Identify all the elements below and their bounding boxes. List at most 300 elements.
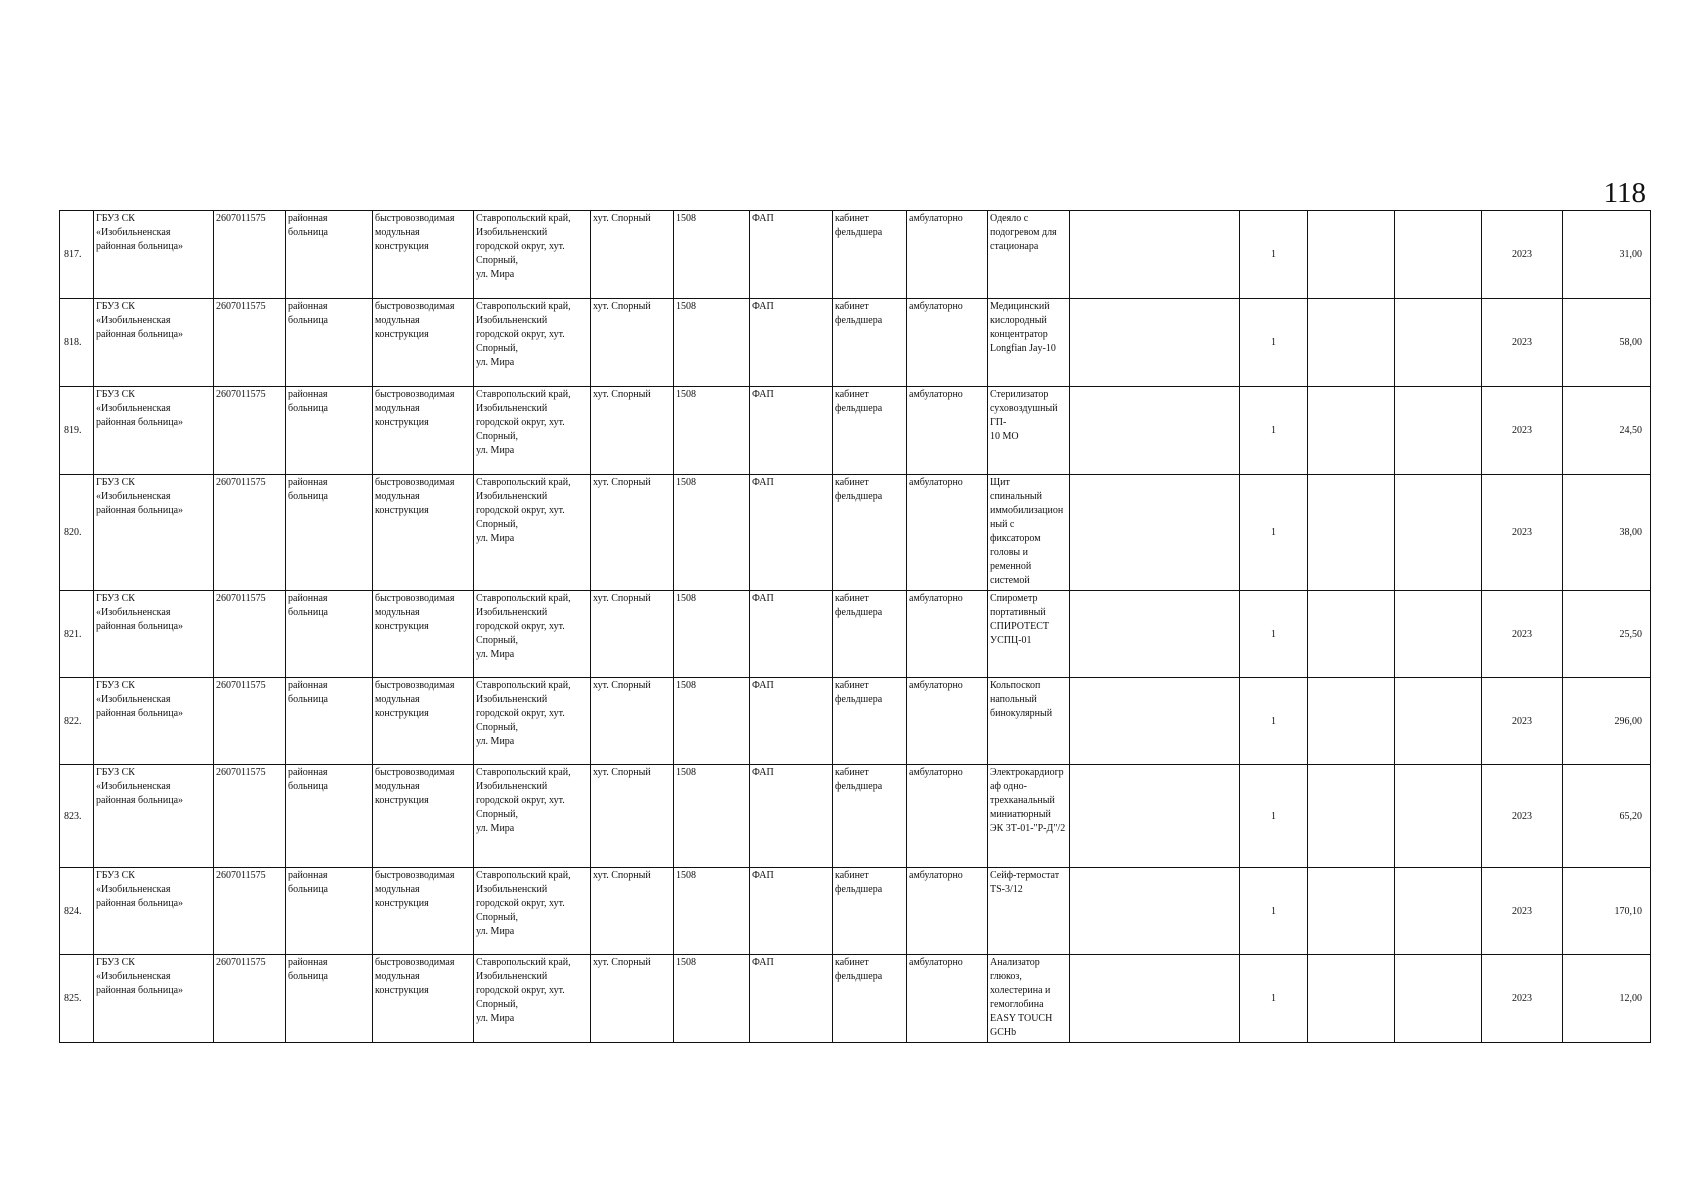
empty-cell [1395, 387, 1482, 475]
address-cell-line: ул. Мира [476, 269, 515, 280]
room-cell-line: кабинет [835, 213, 869, 224]
facility-type-cell: ФАП [750, 678, 833, 765]
organization-cell-line: «Изобильненская [96, 884, 171, 895]
organization-cell [94, 678, 214, 765]
amount-cell: 170,10 [1563, 868, 1651, 955]
table-row [60, 475, 1651, 591]
inn-cell: 2607011575 [214, 591, 286, 678]
care-form-cell: амбулаторно [907, 475, 988, 591]
equipment-name-cell-line: стационара [990, 241, 1039, 252]
equipment-name-cell-line: Одеяло с [990, 213, 1029, 224]
organization-cell-line: ГБУЗ СК [96, 767, 135, 778]
year-cell: 2023 [1482, 387, 1563, 475]
room-cell-line: кабинет [835, 870, 869, 881]
address-cell-line: Спорный, [476, 722, 518, 733]
organization-cell-line: районная больница» [96, 985, 184, 996]
equipment-name-cell-line: глюкоз, [990, 971, 1022, 982]
construction-cell-line: модульная [375, 227, 420, 238]
facility-type-cell: ФАП [750, 387, 833, 475]
address-cell-line: городской округ, хут. [476, 985, 565, 996]
organization-cell-line: ГБУЗ СК [96, 301, 135, 312]
address-cell-line: Изобильненский [476, 607, 548, 618]
empty-cell [1308, 765, 1395, 868]
population-cell: 1508 [674, 475, 750, 591]
address-cell [474, 591, 591, 678]
organization-cell-line: «Изобильненская [96, 403, 171, 414]
room-cell-line: кабинет [835, 593, 869, 604]
inn-cell: 2607011575 [214, 868, 286, 955]
facility-type-cell: ФАП [750, 475, 833, 591]
care-form-cell: амбулаторно [907, 591, 988, 678]
room-cell-line: фельдшера [835, 884, 883, 895]
address-cell-line: Изобильненский [476, 491, 548, 502]
address-cell-line: Изобильненский [476, 971, 548, 982]
address-cell [474, 211, 591, 299]
equipment-name-cell-line: кислородный [990, 315, 1047, 326]
amount-cell: 25,50 [1563, 591, 1651, 678]
empty-cell [1395, 591, 1482, 678]
organization-cell-line: «Изобильненская [96, 491, 171, 502]
room-cell-line: фельдшера [835, 694, 883, 705]
room-cell-line: фельдшера [835, 781, 883, 792]
organization-cell [94, 868, 214, 955]
quantity-cell: 1 [1240, 211, 1308, 299]
empty-cell [1070, 299, 1240, 387]
organization-cell-line: «Изобильненская [96, 607, 171, 618]
population-cell: 1508 [674, 678, 750, 765]
address-cell-line: городской округ, хут. [476, 417, 565, 428]
inn-cell: 2607011575 [214, 678, 286, 765]
empty-cell [1395, 475, 1482, 591]
construction-cell-line: быстровозводимая [375, 593, 455, 604]
institution-type-cell: районная больница [286, 591, 373, 678]
organization-cell-line: районная больница» [96, 795, 184, 806]
amount-cell: 38,00 [1563, 475, 1651, 591]
amount-cell: 58,00 [1563, 299, 1651, 387]
year-cell: 2023 [1482, 955, 1563, 1043]
equipment-name-cell [988, 211, 1070, 299]
settlement-cell: хут. Спорный [591, 475, 674, 591]
room-cell-line: фельдшера [835, 971, 883, 982]
construction-cell-line: быстровозводимая [375, 957, 455, 968]
address-cell-line: городской округ, хут. [476, 795, 565, 806]
address-cell-line: Спорный, [476, 635, 518, 646]
facility-type-cell: ФАП [750, 868, 833, 955]
address-cell-line: Спорный, [476, 343, 518, 354]
construction-cell-line: быстровозводимая [375, 477, 455, 488]
room-cell [833, 868, 907, 955]
table-body [60, 211, 1651, 1043]
address-cell-line: ул. Мира [476, 649, 515, 660]
year-cell: 2023 [1482, 475, 1563, 591]
facility-type-cell: ФАП [750, 955, 833, 1043]
equipment-name-cell [988, 765, 1070, 868]
settlement-cell: хут. Спорный [591, 678, 674, 765]
empty-cell [1395, 678, 1482, 765]
institution-type-cell: районная больница [286, 765, 373, 868]
address-cell [474, 765, 591, 868]
organization-cell-line: районная больница» [96, 241, 184, 252]
empty-cell [1308, 868, 1395, 955]
equipment-name-cell-line: подогревом для [990, 227, 1057, 238]
population-cell: 1508 [674, 955, 750, 1043]
care-form-cell: амбулаторно [907, 955, 988, 1043]
facility-type-cell: ФАП [750, 591, 833, 678]
organization-cell [94, 387, 214, 475]
table-row [60, 387, 1651, 475]
construction-cell-line: конструкция [375, 241, 429, 252]
equipment-registry-table [59, 210, 1651, 1043]
care-form-cell: амбулаторно [907, 211, 988, 299]
settlement-cell: хут. Спорный [591, 591, 674, 678]
settlement-cell: хут. Спорный [591, 765, 674, 868]
address-cell-line: Ставропольский край, [476, 389, 571, 400]
equipment-name-cell-line: Медицинский [990, 301, 1050, 312]
population-cell: 1508 [674, 591, 750, 678]
page-number: 118 [1603, 177, 1646, 209]
equipment-name-cell-line: ременной [990, 561, 1032, 572]
institution-type-cell: районная больница [286, 868, 373, 955]
empty-cell [1308, 211, 1395, 299]
quantity-cell: 1 [1240, 591, 1308, 678]
construction-cell [373, 475, 474, 591]
room-cell-line: фельдшера [835, 491, 883, 502]
construction-cell-line: быстровозводимая [375, 767, 455, 778]
address-cell-line: ул. Мира [476, 533, 515, 544]
organization-cell-line: ГБУЗ СК [96, 870, 135, 881]
address-cell-line: городской округ, хут. [476, 898, 565, 909]
settlement-cell: хут. Спорный [591, 868, 674, 955]
address-cell-line: городской округ, хут. [476, 241, 565, 252]
row-number-cell: 817. [60, 211, 94, 299]
equipment-name-cell-line: СПИРОТЕСТ [990, 621, 1050, 632]
address-cell-line: ул. Мира [476, 1013, 515, 1024]
organization-cell-line: ГБУЗ СК [96, 213, 135, 224]
amount-cell: 65,20 [1563, 765, 1651, 868]
organization-cell-line: районная больница» [96, 417, 184, 428]
inn-cell: 2607011575 [214, 475, 286, 591]
equipment-name-cell-line: GCHb [990, 1027, 1017, 1038]
inn-cell: 2607011575 [214, 955, 286, 1043]
settlement-cell: хут. Спорный [591, 955, 674, 1043]
empty-cell [1070, 678, 1240, 765]
address-cell-line: Изобильненский [476, 403, 548, 414]
organization-cell-line: районная больница» [96, 329, 184, 340]
quantity-cell: 1 [1240, 387, 1308, 475]
construction-cell-line: конструкция [375, 329, 429, 340]
address-cell [474, 299, 591, 387]
equipment-name-cell-line: трехканальный [990, 795, 1055, 806]
organization-cell [94, 955, 214, 1043]
equipment-name-cell-line: спинальный [990, 491, 1042, 502]
empty-cell [1395, 868, 1482, 955]
construction-cell [373, 678, 474, 765]
construction-cell-line: модульная [375, 884, 420, 895]
room-cell [833, 475, 907, 591]
address-cell-line: Изобильненский [476, 227, 548, 238]
address-cell-line: Ставропольский край, [476, 477, 571, 488]
settlement-cell: хут. Спорный [591, 211, 674, 299]
organization-cell-line: «Изобильненская [96, 971, 171, 982]
address-cell-line: ул. Мира [476, 357, 515, 368]
address-cell-line: Спорный, [476, 431, 518, 442]
equipment-name-cell-line: EASY TOUCH [990, 1013, 1053, 1024]
construction-cell-line: модульная [375, 971, 420, 982]
equipment-name-cell-line: портативный [990, 607, 1046, 618]
construction-cell-line: конструкция [375, 417, 429, 428]
organization-cell [94, 299, 214, 387]
year-cell: 2023 [1482, 765, 1563, 868]
quantity-cell: 1 [1240, 475, 1308, 591]
address-cell-line: Ставропольский край, [476, 957, 571, 968]
organization-cell [94, 591, 214, 678]
address-cell-line: ул. Мира [476, 445, 515, 456]
empty-cell [1308, 299, 1395, 387]
quantity-cell: 1 [1240, 678, 1308, 765]
equipment-name-cell-line: Анализатор [990, 957, 1040, 968]
equipment-name-cell-line: системой [990, 575, 1030, 586]
construction-cell-line: быстровозводимая [375, 870, 455, 881]
year-cell: 2023 [1482, 678, 1563, 765]
row-number-cell: 823. [60, 765, 94, 868]
organization-cell-line: ГБУЗ СК [96, 477, 135, 488]
address-cell-line: Спорный, [476, 912, 518, 923]
construction-cell-line: конструкция [375, 505, 429, 516]
equipment-name-cell-line: УСПЦ-01 [990, 635, 1032, 646]
address-cell-line: ул. Мира [476, 736, 515, 747]
room-cell [833, 765, 907, 868]
address-cell-line: городской округ, хут. [476, 621, 565, 632]
row-number-cell: 822. [60, 678, 94, 765]
room-cell-line: кабинет [835, 477, 869, 488]
address-cell-line: Изобильненский [476, 694, 548, 705]
room-cell-line: кабинет [835, 680, 869, 691]
address-cell-line: городской округ, хут. [476, 329, 565, 340]
care-form-cell: амбулаторно [907, 299, 988, 387]
organization-cell-line: «Изобильненская [96, 227, 171, 238]
organization-cell [94, 475, 214, 591]
equipment-name-cell [988, 299, 1070, 387]
address-cell [474, 387, 591, 475]
quantity-cell: 1 [1240, 868, 1308, 955]
address-cell-line: Спорный, [476, 809, 518, 820]
row-number-cell: 820. [60, 475, 94, 591]
construction-cell [373, 591, 474, 678]
equipment-name-cell-line: ЭК 3Т-01-"Р-Д"/2 [990, 823, 1066, 834]
table-row [60, 868, 1651, 955]
population-cell: 1508 [674, 299, 750, 387]
organization-cell-line: районная больница» [96, 898, 184, 909]
amount-cell: 24,50 [1563, 387, 1651, 475]
empty-cell [1070, 211, 1240, 299]
empty-cell [1308, 475, 1395, 591]
table-row [60, 955, 1651, 1043]
room-cell-line: кабинет [835, 957, 869, 968]
equipment-name-cell-line: фиксатором [990, 533, 1041, 544]
empty-cell [1395, 955, 1482, 1043]
quantity-cell: 1 [1240, 299, 1308, 387]
construction-cell-line: конструкция [375, 795, 429, 806]
institution-type-cell: районная больница [286, 475, 373, 591]
organization-cell-line: районная больница» [96, 621, 184, 632]
equipment-name-cell-line: холестерина и [990, 985, 1051, 996]
empty-cell [1308, 387, 1395, 475]
address-cell-line: городской округ, хут. [476, 708, 565, 719]
address-cell [474, 955, 591, 1043]
institution-type-cell: районная больница [286, 299, 373, 387]
room-cell-line: кабинет [835, 767, 869, 778]
address-cell-line: Спорный, [476, 255, 518, 266]
construction-cell-line: быстровозводимая [375, 680, 455, 691]
facility-type-cell: ФАП [750, 765, 833, 868]
facility-type-cell: ФАП [750, 299, 833, 387]
construction-cell-line: конструкция [375, 621, 429, 632]
amount-cell: 296,00 [1563, 678, 1651, 765]
equipment-name-cell-line: суховоздушный ГП- [990, 403, 1058, 428]
construction-cell-line: конструкция [375, 708, 429, 719]
equipment-name-cell [988, 387, 1070, 475]
institution-type-cell: районная больница [286, 387, 373, 475]
equipment-name-cell [988, 955, 1070, 1043]
address-cell-line: Ставропольский край, [476, 593, 571, 604]
year-cell: 2023 [1482, 211, 1563, 299]
address-cell-line: Ставропольский край, [476, 680, 571, 691]
address-cell-line: Изобильненский [476, 315, 548, 326]
construction-cell [373, 211, 474, 299]
population-cell: 1508 [674, 765, 750, 868]
empty-cell [1070, 591, 1240, 678]
equipment-name-cell [988, 591, 1070, 678]
room-cell [833, 299, 907, 387]
equipment-name-cell-line: Longfian Jay-10 [990, 343, 1056, 354]
row-number-cell: 819. [60, 387, 94, 475]
empty-cell [1070, 765, 1240, 868]
organization-cell-line: «Изобильненская [96, 315, 171, 326]
inn-cell: 2607011575 [214, 299, 286, 387]
inn-cell: 2607011575 [214, 211, 286, 299]
amount-cell: 12,00 [1563, 955, 1651, 1043]
quantity-cell: 1 [1240, 955, 1308, 1043]
equipment-name-cell-line: Стерилизатор [990, 389, 1049, 400]
room-cell-line: кабинет [835, 389, 869, 400]
empty-cell [1395, 211, 1482, 299]
quantity-cell: 1 [1240, 765, 1308, 868]
organization-cell-line: ГБУЗ СК [96, 680, 135, 691]
equipment-name-cell-line: бинокулярный [990, 708, 1053, 719]
address-cell-line: Ставропольский край, [476, 213, 571, 224]
table-row [60, 765, 1651, 868]
construction-cell [373, 955, 474, 1043]
address-cell-line: ул. Мира [476, 823, 515, 834]
room-cell [833, 955, 907, 1043]
construction-cell-line: модульная [375, 403, 420, 414]
construction-cell-line: быстровозводимая [375, 213, 455, 224]
care-form-cell: амбулаторно [907, 387, 988, 475]
empty-cell [1395, 299, 1482, 387]
address-cell [474, 868, 591, 955]
address-cell [474, 475, 591, 591]
empty-cell [1070, 868, 1240, 955]
empty-cell [1395, 765, 1482, 868]
facility-type-cell: ФАП [750, 211, 833, 299]
table-row [60, 299, 1651, 387]
inn-cell: 2607011575 [214, 765, 286, 868]
address-cell-line: Изобильненский [476, 781, 548, 792]
empty-cell [1070, 387, 1240, 475]
address-cell-line: Изобильненский [476, 884, 548, 895]
address-cell-line: Спорный, [476, 999, 518, 1010]
room-cell [833, 387, 907, 475]
care-form-cell: амбулаторно [907, 765, 988, 868]
equipment-name-cell-line: концентратор [990, 329, 1048, 340]
equipment-name-cell-line: гемоглобина [990, 999, 1044, 1010]
care-form-cell: амбулаторно [907, 678, 988, 765]
population-cell: 1508 [674, 387, 750, 475]
settlement-cell: хут. Спорный [591, 387, 674, 475]
organization-cell-line: районная больница» [96, 505, 184, 516]
organization-cell-line: ГБУЗ СК [96, 593, 135, 604]
room-cell-line: фельдшера [835, 315, 883, 326]
construction-cell [373, 387, 474, 475]
construction-cell-line: быстровозводимая [375, 389, 455, 400]
empty-cell [1308, 591, 1395, 678]
equipment-name-cell [988, 475, 1070, 591]
equipment-name-cell-line: Сейф-термостат [990, 870, 1060, 881]
room-cell-line: фельдшера [835, 403, 883, 414]
room-cell-line: кабинет [835, 301, 869, 312]
institution-type-cell: районная больница [286, 211, 373, 299]
organization-cell-line: «Изобильненская [96, 694, 171, 705]
table-row [60, 678, 1651, 765]
empty-cell [1070, 955, 1240, 1043]
room-cell-line: фельдшера [835, 607, 883, 618]
equipment-name-cell-line: Электрокардиогр [990, 767, 1064, 778]
organization-cell [94, 211, 214, 299]
organization-cell-line: ГБУЗ СК [96, 389, 135, 400]
population-cell: 1508 [674, 868, 750, 955]
amount-cell: 31,00 [1563, 211, 1651, 299]
institution-type-cell: районная больница [286, 955, 373, 1043]
population-cell: 1508 [674, 211, 750, 299]
address-cell-line: Ставропольский край, [476, 301, 571, 312]
room-cell [833, 211, 907, 299]
equipment-name-cell-line: Спирометр [990, 593, 1038, 604]
address-cell [474, 678, 591, 765]
equipment-name-cell-line: иммобилизацион [990, 505, 1064, 516]
address-cell-line: Ставропольский край, [476, 870, 571, 881]
equipment-name-cell-line: аф одно- [990, 781, 1027, 792]
construction-cell [373, 868, 474, 955]
construction-cell-line: конструкция [375, 985, 429, 996]
construction-cell-line: быстровозводимая [375, 301, 455, 312]
construction-cell-line: модульная [375, 491, 420, 502]
address-cell-line: Спорный, [476, 519, 518, 530]
room-cell [833, 678, 907, 765]
empty-cell [1070, 475, 1240, 591]
table-row [60, 591, 1651, 678]
construction-cell-line: модульная [375, 781, 420, 792]
equipment-name-cell-line: головы и [990, 547, 1029, 558]
row-number-cell: 818. [60, 299, 94, 387]
row-number-cell: 821. [60, 591, 94, 678]
equipment-name-cell-line: 10 МО [990, 431, 1019, 442]
address-cell-line: ул. Мира [476, 926, 515, 937]
construction-cell-line: модульная [375, 694, 420, 705]
inn-cell: 2607011575 [214, 387, 286, 475]
table-row [60, 211, 1651, 299]
year-cell: 2023 [1482, 868, 1563, 955]
organization-cell-line: «Изобильненская [96, 781, 171, 792]
